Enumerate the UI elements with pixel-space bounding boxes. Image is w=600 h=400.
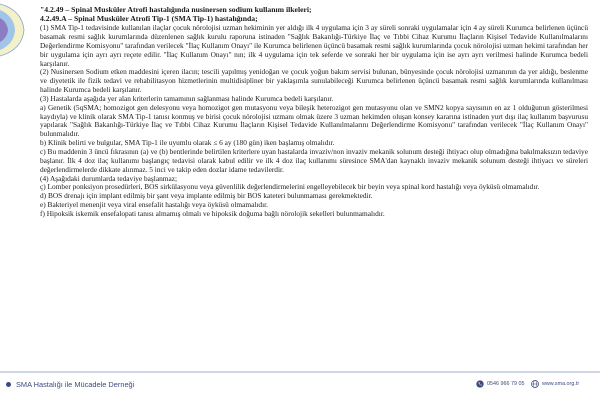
paragraph-4: (4) Aşağıdaki durumlarda tedaviye başlanmaz; bbox=[40, 173, 178, 183]
association-logo bbox=[0, 0, 26, 60]
footer-org-name: SMA Hastalığı ile Mücadele Derneği bbox=[16, 380, 135, 389]
phone-number: 0546 966 79 05 bbox=[487, 381, 525, 387]
section-heading: "4.2.49 – Spinal Musküler Atrofi hastalığında nusinersen sodium kullanım ilkeleri; bbox=[40, 5, 312, 14]
paragraph-2: (2) Nusinersen Sodium etken maddesini içeren ilacın; tescili yapılmış yenidoğan ve çocuk yoğun bakım servisi bulunan, bünyesinde çocuk nörolojisi uzmanının da yer aldığı, beslenme ve diyetetik ile fizik tedavi ve rehabilitasyon hizmetlerinin multidisipliner bir yaklaşımla sunulabileceği Kurumca belirlenen üçüncü basamak resmi sağlık kurumlarında kullanılması halinde Kurumca bedeli karşılanır. bbox=[40, 67, 588, 95]
exclusion-c: ç) Lomber ponksiyon prosedürleri, BOS sirkülasyonu veya güvenlilik değerlendirmelerini engelleyebilecek bir beyin veya spinal kord hastalığı veya öyküsü olmamalıdır. bbox=[40, 182, 540, 192]
footer-phone[interactable] bbox=[476, 380, 524, 388]
bullet-icon bbox=[6, 382, 11, 387]
criterion-c: c) Bu maddenin 3 üncü fıkrasının (a) ve (b) bentlerinde belirtilen kriterlere uyan hastalarda invaziv/non invaziv mekanik solunum desteği ihtiyacı olup olmadığına bakılmaksızın tedaviye başlanır. İlk 4 doz ilaç kullanımı başlangıç tedavisi olarak kabul edilir ve ilk 4 doz ilaç kullanımı süresince SMA'dan kaynaklı invaziv mekanik solunum desteği ihtiyacı ve süreleri değerlendirmelerde dikkate alınmaz. 5 inci ve takip eden dozlar idame tedavilerdir. bbox=[40, 147, 588, 174]
footer-divider bbox=[0, 371, 600, 373]
page-footer bbox=[0, 371, 600, 400]
phone-icon bbox=[476, 380, 484, 388]
paragraph-3: (3) Hastalarda aşağıda yer alan kriterlerin tamamının sağlanması halinde Kurumca bedeli karşılanır. bbox=[40, 93, 334, 103]
exclusion-f: f) Hipoksik iskemik ensefalopati tanısı almamış olmalı ve hipoksik doğuma bağlı nörolojik sekelleri bulunmamalıdır. bbox=[40, 208, 385, 218]
exclusion-d: d) BOS drenajı için implant edilmiş bir şant veya implante edilmiş bir BOS kateteri bulunmaması gerekmektedir. bbox=[40, 191, 373, 201]
website-link: www.sma.org.tr bbox=[542, 381, 580, 387]
exclusion-e: e) Bakteriyel menenjit veya viral ensefalit hastalığı veya öyküsü olmamalıdır. bbox=[40, 200, 268, 210]
paragraph-1: (1) SMA Tip-1 tedavisinde kullanılan ilaçlar çocuk nörolojisi uzman hekiminin yer aldığı ilk 4 uygulama için 3 ay süreli sonraki uygulamalar için 4 ay süreli Kurumca belirlenen üçüncü basamak resmi sağlık kurumlarında düzenlenen sağlık kurulu raporuna istinaden "Sağlık Bakanlığı-Türkiye İlaç ve Tıbbi Cihaz Kurumu İlaçların Kişisel Tedavide Kullanılmalarını Değerlendirme Komisyonu" tarafından verilecek "İlaç Kullanım Onayı" ile Kurumca belirlenen üçüncü basamak resmi sağlık kurumlarında çocuk nörolojisi uzman hekimi tarafından her bir uygulama için ayrı ayrı reçete edilir. "İlaç Kullanım Onayı" nın; ilk 4 uygulama için tek seferde ve sonraki her bir uygulama için ise ayrı ayrı verilmesi halinde Kurumca bedeli karşılanır. bbox=[40, 23, 588, 68]
criterion-a: a) Genetik (5qSMA; homozigot gen delesyonu veya homozigot gen mutasyonu veya bileşik heterozigot gen mutasyonu olan ve SMN2 kopya sayısının en az 1 olduğunun gösterilmesi kaydıyla) ve klinik olarak SMA Tip-1 tanısı konmuş ve birisi çocuk nörolojisi uzmanı olmak üzere 3 uzman hekimden oluşan konsey kararına istinaden yurt dışı ilaç kullanım başvurusu yapılarak "Sağlık Bakanlığı-Türkiye İlaç ve Tıbbi Cihaz Kurumu İlaçların Kişisel Tedavide Kullanılmalarını Değerlendirme Komisyonu" tarafından verilecek "İlaç Kullanım Onayı" bulunmalıdır. bbox=[40, 102, 588, 139]
criterion-b: b) Klinik belirti ve bulgular, SMA Tip-1 ile uyumlu olarak ≤ 6 ay (180 gün) iken başlamış olmalıdır. bbox=[40, 138, 335, 148]
subsection-heading: 4.2.49.A – Spinal Musküler Atrofi Tip-1 (SMA Tip-1) hastalığında; bbox=[40, 13, 258, 23]
regulation-text bbox=[40, 6, 588, 219]
footer-website[interactable] bbox=[531, 380, 579, 388]
globe-icon bbox=[531, 380, 539, 388]
